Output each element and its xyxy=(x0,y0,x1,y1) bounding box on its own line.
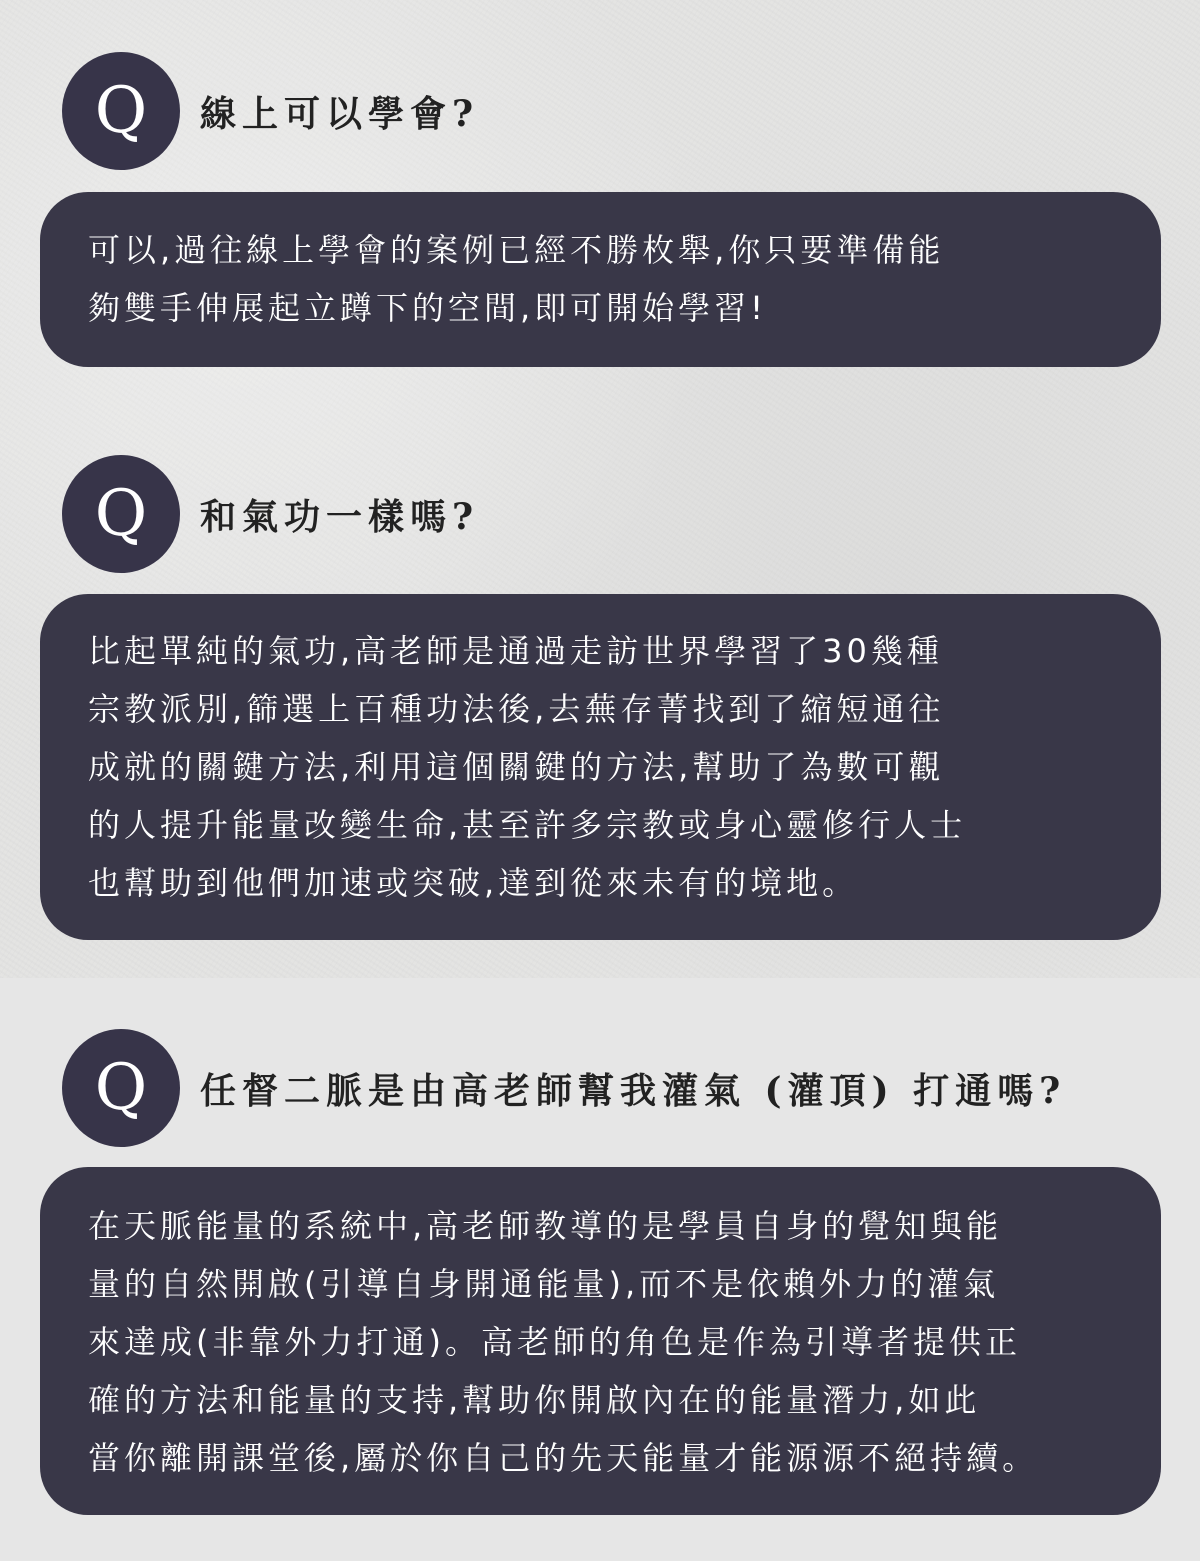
faq-question-row-3 xyxy=(62,1029,1066,1147)
faq-answer-box-2 xyxy=(40,594,1161,940)
answer-line: 在天脈能量的系統中,高老師教導的是學員自身的覺知與能 xyxy=(88,1207,1003,1245)
answer-line: 量的自然開啟(引導自身開通能量),而不是依賴外力的灌氣 xyxy=(88,1265,1000,1303)
answer-line: 當你離開課堂後,屬於你自己的先天能量才能源源不絕持續。 xyxy=(88,1439,1039,1477)
answer-line: 確的方法和能量的支持,幫助你開啟內在的能量潛力,如此 xyxy=(88,1381,981,1419)
q-badge-icon: Q xyxy=(62,1029,180,1147)
answer-line: 的人提升能量改變生命,甚至許多宗教或身心靈修行人士 xyxy=(88,806,967,844)
faq-question-3: 任督二脈是由高老師幫我灌氣 (灌頂) 打通嗎? xyxy=(200,1069,1067,1112)
q-badge-icon: Q xyxy=(62,455,180,573)
faq-question-row-1 xyxy=(62,52,479,170)
faq-question-row-2 xyxy=(62,455,479,573)
answer-line: 成就的關鍵方法,利用這個關鍵的方法,幫助了為數可觀 xyxy=(88,748,945,786)
faq-answer-box-1 xyxy=(40,192,1161,367)
faq-question-2: 和氣功一樣嗎? xyxy=(200,495,480,538)
faq-question-1: 線上可以學會? xyxy=(200,92,480,135)
answer-line: 宗教派別,篩選上百種功法後,去蕪存菁找到了縮短通往 xyxy=(88,690,945,728)
answer-line: 可以,過往線上學會的案例已經不勝枚舉,你只要準備能 xyxy=(88,231,945,269)
faq-answer-box-3 xyxy=(40,1167,1161,1515)
answer-line: 比起單純的氣功,高老師是通過走訪世界學習了30幾種 xyxy=(88,632,943,670)
answer-line: 也幫助到他們加速或突破,達到從來未有的境地。 xyxy=(88,864,859,902)
q-badge-icon: Q xyxy=(62,52,180,170)
answer-line: 來達成(非靠外力打通)。高老師的角色是作為引導者提供正 xyxy=(88,1323,1021,1361)
answer-line: 夠雙手伸展起立蹲下的空間,即可開始學習! xyxy=(88,289,768,327)
